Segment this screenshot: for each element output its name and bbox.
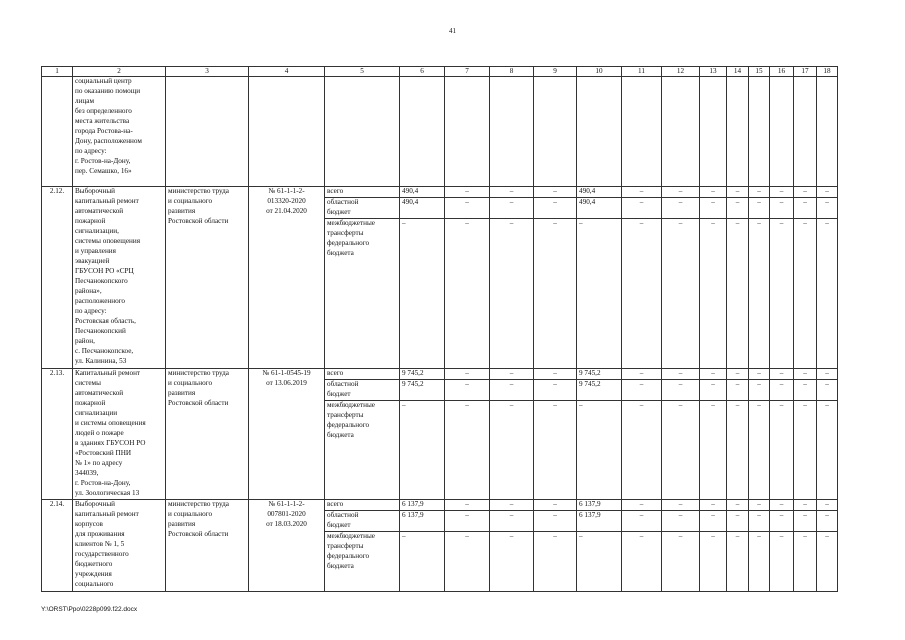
- column-number: 17: [794, 67, 817, 77]
- dash-cell: –: [749, 532, 770, 592]
- object-name-line: ГБУСОН РО «СРЦ: [75, 267, 134, 275]
- dash-cell: –: [534, 187, 577, 198]
- funding-source-cell: [325, 187, 400, 198]
- organization-line: министерство труда: [168, 500, 229, 508]
- amount-year: 6 137,9: [577, 511, 622, 532]
- organization-line: министерство труда: [168, 187, 229, 195]
- column-number: 2: [73, 67, 166, 77]
- object-name-line: «Ростовский ПНИ: [75, 449, 132, 457]
- dash-cell: –: [622, 219, 662, 369]
- amount-year: –: [577, 219, 622, 369]
- object-name-line: района»,: [75, 287, 102, 295]
- amount-year: –: [577, 532, 622, 592]
- dash-cell: –: [749, 380, 770, 401]
- dash-cell: –: [445, 219, 490, 369]
- object-name-line: клиентов № 1, 5: [75, 540, 125, 548]
- document-line: № 61-1-0545-19: [262, 369, 311, 377]
- dash-cell: –: [534, 511, 577, 532]
- dash-cell: –: [794, 369, 817, 380]
- funding-source-line: бюджет: [327, 521, 351, 529]
- object-name-line: расположенного: [75, 297, 126, 305]
- dash-cell: –: [700, 198, 727, 219]
- dash-cell: –: [622, 198, 662, 219]
- column-number: 14: [727, 67, 749, 77]
- object-name-cell: [73, 77, 166, 187]
- funding-source-line: бюджет: [327, 390, 351, 399]
- dash-cell: –: [817, 187, 838, 198]
- column-number: 11: [622, 67, 662, 77]
- dash-cell: –: [700, 401, 727, 500]
- amount-total: –: [400, 219, 445, 369]
- dash-cell: –: [727, 500, 749, 511]
- dash-cell: –: [700, 187, 727, 198]
- row-number: 2.14.: [42, 500, 73, 592]
- column-number: 15: [749, 67, 770, 77]
- column-number: 8: [490, 67, 534, 77]
- object-name-line: ул. Зоологическая 13: [75, 489, 140, 497]
- amount-year: 9 745,2: [577, 369, 622, 380]
- empty-cell: [770, 77, 794, 187]
- object-name-line: г. Ростов-на-Дону,: [75, 157, 131, 165]
- dash-cell: –: [490, 369, 534, 380]
- table-row: [42, 369, 838, 380]
- dash-cell: –: [817, 219, 838, 369]
- funding-source-cell: [325, 500, 400, 511]
- organization-cell: [166, 500, 249, 592]
- amount-year: 490,4: [577, 198, 622, 219]
- object-name-line: бюджетного: [75, 560, 113, 568]
- program-table: [41, 66, 838, 592]
- object-name-line: пожарной: [75, 217, 106, 225]
- dash-cell: –: [534, 500, 577, 511]
- dash-cell: –: [749, 511, 770, 532]
- object-name-cell: [73, 187, 166, 369]
- dash-cell: –: [662, 401, 700, 500]
- dash-cell: –: [817, 198, 838, 219]
- amount-total: 6 137,9: [400, 511, 445, 532]
- empty-cell: [622, 77, 662, 187]
- column-number: 1: [42, 67, 73, 77]
- dash-cell: –: [622, 532, 662, 592]
- object-name-line: и системы оповещения: [75, 419, 146, 427]
- dash-cell: –: [749, 401, 770, 500]
- column-number: 13: [700, 67, 727, 77]
- organization-line: развития: [168, 520, 196, 528]
- empty-cell: [325, 77, 400, 187]
- funding-source-cell: [325, 401, 400, 500]
- dash-cell: –: [534, 380, 577, 401]
- dash-cell: –: [794, 380, 817, 401]
- funding-source-line: областной: [327, 380, 359, 389]
- funding-source-line: трансферты: [327, 542, 364, 550]
- organization-line: и социального: [168, 197, 213, 205]
- amount-total: 9 745,2: [400, 369, 445, 380]
- dash-cell: –: [662, 187, 700, 198]
- funding-source-line: федерального: [327, 421, 370, 430]
- dash-cell: –: [445, 500, 490, 511]
- dash-cell: –: [700, 380, 727, 401]
- document-line: № 61-1-1-2-: [268, 500, 305, 508]
- organization-line: министерство труда: [168, 369, 229, 377]
- object-name-line: системы: [75, 379, 101, 387]
- dash-cell: –: [749, 500, 770, 511]
- dash-cell: –: [622, 380, 662, 401]
- dash-cell: –: [534, 532, 577, 592]
- document-cell: [249, 187, 325, 369]
- dash-cell: –: [445, 401, 490, 500]
- dash-cell: –: [662, 198, 700, 219]
- dash-cell: –: [534, 401, 577, 500]
- dash-cell: –: [749, 369, 770, 380]
- dash-cell: –: [749, 187, 770, 198]
- object-name-line: для проживания: [75, 530, 125, 538]
- table-row: [42, 77, 838, 187]
- dash-cell: –: [770, 532, 794, 592]
- dash-cell: –: [817, 401, 838, 500]
- object-name-line: капитальный ремонт: [75, 197, 139, 205]
- object-name-line: лицам: [75, 97, 95, 105]
- column-number: 6: [400, 67, 445, 77]
- organization-line: и социального: [168, 379, 213, 387]
- empty-cell: [700, 77, 727, 187]
- dash-cell: –: [534, 219, 577, 369]
- dash-cell: –: [662, 380, 700, 401]
- organization-line: развития: [168, 207, 196, 215]
- empty-cell: [249, 77, 325, 187]
- dash-cell: –: [700, 532, 727, 592]
- column-number: 10: [577, 67, 622, 77]
- dash-cell: –: [727, 369, 749, 380]
- funding-source-cell: [325, 198, 400, 219]
- column-number: 5: [325, 67, 400, 77]
- object-name-line: социального: [75, 580, 114, 588]
- object-name-line: ул. Калинина, 53: [75, 357, 127, 365]
- dash-cell: –: [727, 198, 749, 219]
- dash-cell: –: [490, 187, 534, 198]
- amount-year: 6 137,9: [577, 500, 622, 511]
- funding-source-line: бюджета: [327, 249, 354, 257]
- document-line: 007801-2020: [267, 510, 306, 518]
- empty-cell: [534, 77, 577, 187]
- dash-cell: –: [727, 380, 749, 401]
- funding-source-line: бюджета: [327, 431, 354, 440]
- empty-cell: [577, 77, 622, 187]
- object-name-line: по адресу:: [75, 307, 107, 315]
- dash-cell: –: [662, 500, 700, 511]
- dash-cell: –: [445, 380, 490, 401]
- empty-cell: [662, 77, 700, 187]
- document-line: от 13.06.2019: [266, 379, 307, 387]
- document-cell: [249, 500, 325, 592]
- funding-source-line: областной: [327, 198, 359, 206]
- empty-cell: [166, 77, 249, 187]
- dash-cell: –: [700, 219, 727, 369]
- dash-cell: –: [794, 198, 817, 219]
- document-cell: [249, 369, 325, 500]
- dash-cell: –: [490, 532, 534, 592]
- funding-source-cell: [325, 532, 400, 592]
- object-name-line: Песчанокопского: [75, 277, 128, 285]
- amount-total: 490,4: [400, 187, 445, 198]
- organization-cell: [166, 369, 249, 500]
- dash-cell: –: [749, 219, 770, 369]
- dash-cell: –: [445, 369, 490, 380]
- amount-year: 9 745,2: [577, 380, 622, 401]
- object-name-cell: [73, 369, 166, 500]
- dash-cell: –: [700, 500, 727, 511]
- organization-cell: [166, 187, 249, 369]
- dash-cell: –: [817, 369, 838, 380]
- funding-source-cell: [325, 219, 400, 369]
- object-name-line: Капитальный ремонт: [75, 369, 141, 377]
- column-number: 18: [817, 67, 838, 77]
- dash-cell: –: [662, 219, 700, 369]
- dash-cell: –: [794, 511, 817, 532]
- object-name-line: № 1» по адресу: [75, 459, 123, 467]
- object-name-line: Выборочный: [75, 187, 116, 195]
- empty-cell: [400, 77, 445, 187]
- dash-cell: –: [622, 401, 662, 500]
- file-path-footer: Y:\ORST\Ppo\0228p099.f22.docx: [41, 606, 138, 613]
- funding-source-line: бюджет: [327, 208, 351, 216]
- dash-cell: –: [622, 511, 662, 532]
- object-name-line: пожарной: [75, 399, 106, 407]
- object-name-line: район,: [75, 337, 95, 345]
- dash-cell: –: [770, 187, 794, 198]
- dash-cell: –: [700, 511, 727, 532]
- funding-source-line: федерального: [327, 552, 370, 560]
- object-name-line: Ростовская область,: [75, 317, 136, 325]
- empty-cell: [749, 77, 770, 187]
- funding-source-line: всего: [327, 369, 344, 377]
- dash-cell: –: [490, 500, 534, 511]
- dash-cell: –: [622, 187, 662, 198]
- dash-cell: –: [534, 198, 577, 219]
- dash-cell: –: [794, 401, 817, 500]
- amount-total: –: [400, 532, 445, 592]
- empty-cell: [817, 77, 838, 187]
- funding-source-line: всего: [327, 187, 344, 195]
- dash-cell: –: [817, 532, 838, 592]
- dash-cell: –: [490, 198, 534, 219]
- dash-cell: –: [445, 532, 490, 592]
- organization-line: развития: [168, 389, 196, 397]
- object-name-line: г. Ростов-на-Дону,: [75, 479, 131, 487]
- page-number: 41: [449, 27, 456, 35]
- funding-source-cell: [325, 369, 400, 380]
- dash-cell: –: [727, 511, 749, 532]
- object-name-line: государственного: [75, 550, 129, 558]
- amount-year: –: [577, 401, 622, 500]
- amount-year: 490,4: [577, 187, 622, 198]
- object-name-cell: [73, 500, 166, 592]
- dash-cell: –: [770, 380, 794, 401]
- funding-source-line: бюджета: [327, 562, 354, 570]
- dash-cell: –: [794, 500, 817, 511]
- dash-cell: –: [490, 380, 534, 401]
- object-name-line: места жительства: [75, 117, 130, 125]
- document-line: № 61-1-1-2-: [268, 187, 305, 195]
- dash-cell: –: [770, 198, 794, 219]
- dash-cell: –: [662, 532, 700, 592]
- object-name-line: системы оповещения: [75, 237, 141, 245]
- object-name-line: по адресу:: [75, 147, 107, 155]
- funding-source-line: областной: [327, 511, 359, 519]
- dash-cell: –: [727, 401, 749, 500]
- object-name-line: людей о пожаре: [75, 429, 124, 437]
- dash-cell: –: [817, 380, 838, 401]
- object-name-line: Дону, расположенном: [75, 137, 142, 145]
- dash-cell: –: [770, 219, 794, 369]
- object-name-line: и управления: [75, 247, 116, 255]
- dash-cell: –: [770, 369, 794, 380]
- funding-source-line: трансферты: [327, 411, 364, 420]
- funding-source-line: трансферты: [327, 229, 364, 237]
- object-name-line: пер. Семашко, 16»: [75, 167, 132, 175]
- object-name-line: корпусов: [75, 520, 103, 528]
- dash-cell: –: [817, 500, 838, 511]
- object-name-line: Песчанокопский: [75, 327, 126, 335]
- object-name-line: в зданиях ГБУСОН РО: [75, 439, 146, 447]
- organization-line: Ростовской области: [168, 530, 229, 538]
- dash-cell: –: [534, 369, 577, 380]
- dash-cell: –: [700, 369, 727, 380]
- empty-cell: [727, 77, 749, 187]
- row-number: 2.13.: [42, 369, 73, 500]
- dash-cell: –: [445, 198, 490, 219]
- dash-cell: –: [727, 532, 749, 592]
- empty-cell: [445, 77, 490, 187]
- organization-line: Ростовской области: [168, 217, 229, 225]
- organization-line: и социального: [168, 510, 213, 518]
- column-number: 3: [166, 67, 249, 77]
- funding-source-cell: [325, 511, 400, 532]
- object-name-line: с. Песчанокопское,: [75, 347, 134, 355]
- amount-total: 9 745,2: [400, 380, 445, 401]
- dash-cell: –: [794, 187, 817, 198]
- dash-cell: –: [662, 511, 700, 532]
- column-number-row: [42, 67, 838, 77]
- object-name-line: сигнализации,: [75, 227, 119, 235]
- amount-total: 6 137,9: [400, 500, 445, 511]
- object-name-line: Выборочный: [75, 500, 116, 508]
- dash-cell: –: [727, 187, 749, 198]
- funding-source-cell: [325, 380, 400, 401]
- object-name-line: автоматической: [75, 389, 124, 397]
- dash-cell: –: [794, 532, 817, 592]
- dash-cell: –: [817, 511, 838, 532]
- object-name-line: города Ростова-на-: [75, 127, 133, 135]
- row-number: 2.12.: [42, 187, 73, 369]
- dash-cell: –: [445, 511, 490, 532]
- column-number: 12: [662, 67, 700, 77]
- empty-cell: [794, 77, 817, 187]
- document-line: от 21.04.2020: [266, 207, 307, 215]
- organization-line: Ростовской области: [168, 399, 229, 407]
- empty-cell: [42, 77, 73, 187]
- document-line: от 18.03.2020: [266, 520, 307, 528]
- dash-cell: –: [490, 219, 534, 369]
- object-name-line: без определенного: [75, 107, 132, 115]
- dash-cell: –: [622, 369, 662, 380]
- table-row: [42, 187, 838, 198]
- amount-total: –: [400, 401, 445, 500]
- amount-total: 490,4: [400, 198, 445, 219]
- dash-cell: –: [749, 198, 770, 219]
- table-row: [42, 500, 838, 511]
- funding-source-line: межбюджетные: [327, 219, 375, 227]
- dash-cell: –: [490, 511, 534, 532]
- dash-cell: –: [727, 219, 749, 369]
- object-name-line: социальный центр: [75, 77, 132, 85]
- dash-cell: –: [445, 187, 490, 198]
- column-number: 4: [249, 67, 325, 77]
- dash-cell: –: [794, 219, 817, 369]
- funding-source-line: межбюджетные: [327, 532, 375, 540]
- dash-cell: –: [770, 500, 794, 511]
- empty-cell: [490, 77, 534, 187]
- dash-cell: –: [770, 401, 794, 500]
- dash-cell: –: [662, 369, 700, 380]
- object-name-line: эвакуацией: [75, 257, 110, 265]
- document-line: 013320-2020: [267, 197, 306, 205]
- object-name-line: сигнализации: [75, 409, 118, 417]
- object-name-line: 344039,: [75, 469, 99, 477]
- dash-cell: –: [490, 401, 534, 500]
- object-name-line: учреждения: [75, 570, 112, 578]
- funding-source-line: федерального: [327, 239, 370, 247]
- column-number: 7: [445, 67, 490, 77]
- funding-source-line: всего: [327, 500, 344, 508]
- column-number: 9: [534, 67, 577, 77]
- object-name-line: капитальный ремонт: [75, 510, 139, 518]
- funding-source-line: межбюджетные: [327, 401, 375, 410]
- dash-cell: –: [770, 511, 794, 532]
- column-number: 16: [770, 67, 794, 77]
- dash-cell: –: [622, 500, 662, 511]
- object-name-line: по оказанию помощи: [75, 87, 141, 95]
- object-name-line: автоматической: [75, 207, 124, 215]
